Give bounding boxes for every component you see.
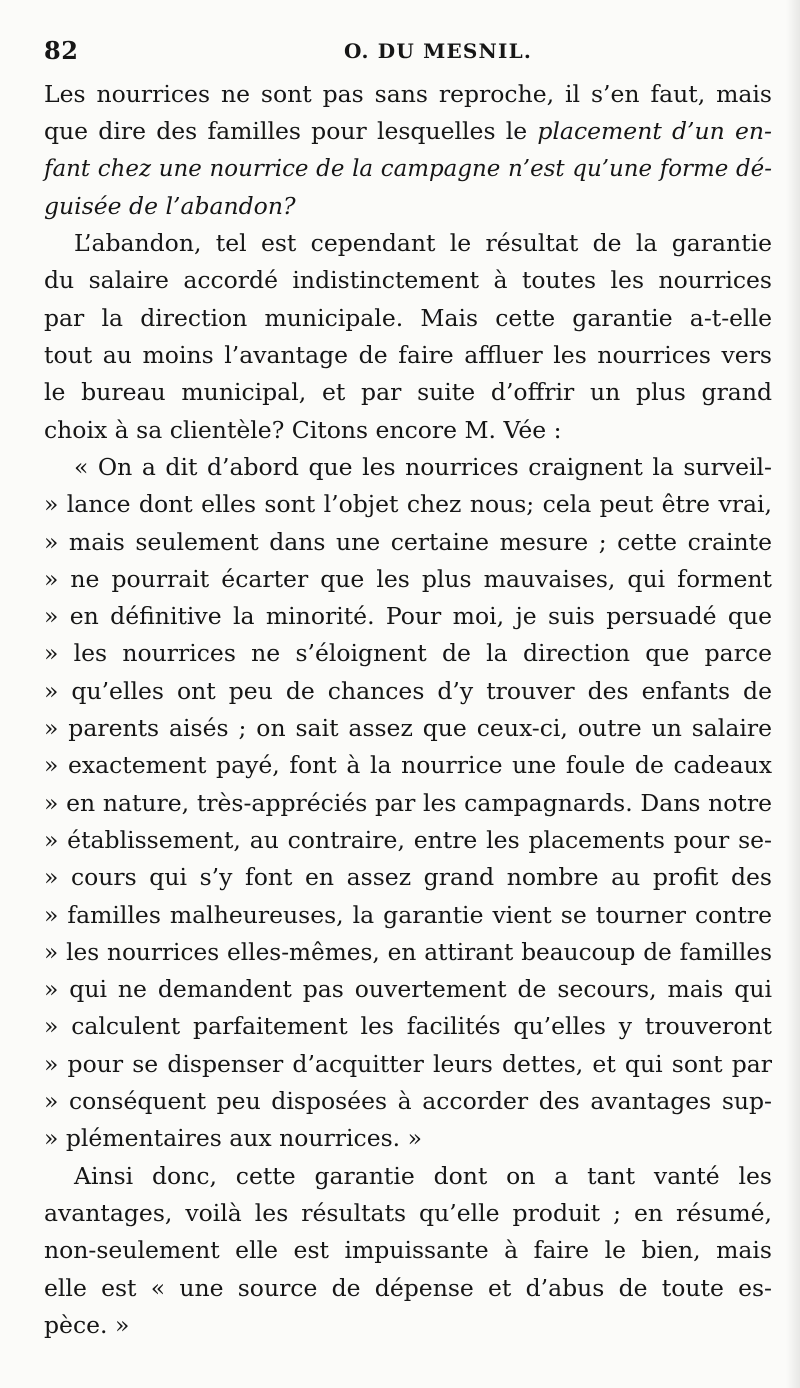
text-line: par la direction municipale. Mais cette garantie a-t-elle [44, 303, 772, 332]
text-line: » lance dont elles sont l’objet chez nous; cela peut être vrai, [44, 490, 772, 519]
text-line: tout au moins l’avantage de faire affluer les nourrices vers [44, 341, 772, 370]
text-line: » calculent parfaitement les facilités qu’elles y trouveront [44, 1012, 772, 1041]
text-line: » en définitive la minorité. Pour moi, je suis persuadé que [44, 602, 772, 631]
text-line: » les nourrices ne s’éloignent de la direction que parce [44, 639, 772, 668]
italic-text-span: placement d’un en- [537, 117, 772, 146]
text-line: » établissement, au contraire, entre les placements pour se- [44, 825, 772, 854]
text-line: avantages, voilà les résultats qu’elle produit ; en résumé, [44, 1198, 772, 1227]
text-line: » en nature, très-appréciés par les campagnards. Dans notre [44, 788, 772, 817]
text-line: » les nourrices elles-mêmes, en attirant beaucoup de familles [44, 938, 772, 966]
text-line: elle est « une source de dépense et d’abus de toute es- [44, 1273, 772, 1302]
text-line: » qui ne demandent pas ouvertement de secours, mais qui [44, 975, 772, 1004]
text-line: guisée de l’abandon? [44, 191, 296, 220]
text-line: » conséquent peu disposées à accorder des avantages sup- [44, 1087, 772, 1116]
text-line: « On a dit d’abord que les nourrices craignent la surveil- [74, 452, 772, 481]
text-line: le bureau municipal, et par suite d’offrir un plus grand [44, 378, 772, 407]
text-line [44, 113, 772, 150]
text-line: L’abandon, tel est cependant le résultat de la garantie [74, 229, 772, 258]
text-span: que dire des familles pour lesquelles le [44, 117, 538, 146]
text-line: » exactement payé, font à la nourrice une foule de cadeaux [44, 751, 772, 780]
text-line: du salaire accordé indistinctement à toutes les nourrices [44, 266, 772, 295]
text-line: » pour se dispenser d’acquitter leurs dettes, et qui sont par [44, 1049, 772, 1078]
text-line: » cours qui s’y font en assez grand nombre au profit des [44, 863, 772, 892]
text-line: Ainsi donc, cette garantie dont on a tant vanté les [74, 1161, 772, 1190]
text-line: » ne pourrait écarter que les plus mauvaises, qui forment [44, 564, 772, 593]
page-number: 82 [44, 36, 79, 65]
text-line: » mais seulement dans une certaine mesure ; cette crainte [44, 527, 772, 556]
body-text [44, 76, 772, 1344]
page-edge-shadow [786, 0, 800, 1388]
text-line: » parents aisés ; on sait assez que ceux-ci, outre un salaire [44, 714, 772, 743]
running-head [44, 36, 776, 70]
text-line: Les nourrices ne sont pas sans reproche, il s’en faut, mais [44, 80, 772, 108]
text-line: fant chez une nourrice de la campagne n’est qu’une forme dé- [44, 155, 772, 182]
text-line: non-seulement elle est impuissante à faire le bien, mais [44, 1236, 772, 1265]
text-line: » qu’elles ont peu de chances d’y trouver des enfants de [44, 676, 772, 705]
text-line: pèce. » [44, 1310, 130, 1339]
text-line: » plémentaires aux nourrices. » [44, 1124, 422, 1153]
text-line: » familles malheureuses, la garantie vient se tourner contre [44, 900, 772, 929]
text-line: choix à sa clientèle? Citons encore M. Vée : [44, 415, 562, 444]
running-title: O. DU MESNIL. [344, 39, 533, 63]
